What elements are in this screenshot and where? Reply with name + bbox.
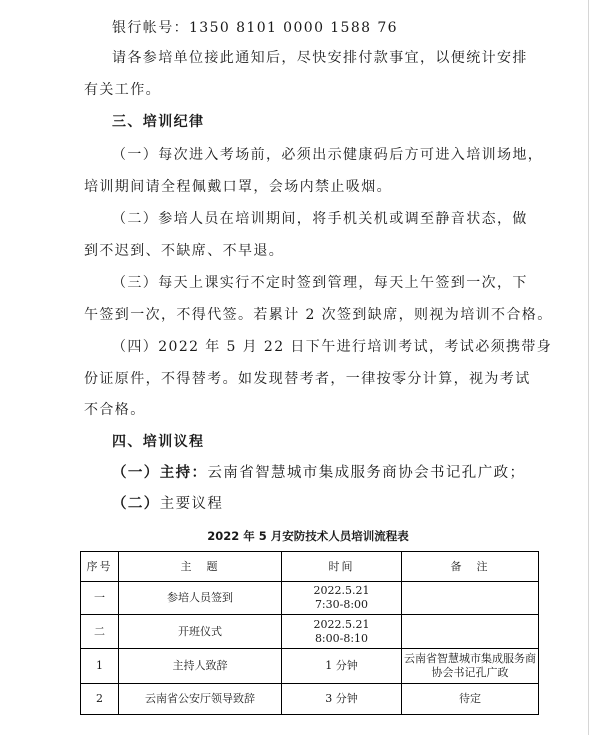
- header-topic: 主 题: [119, 552, 282, 582]
- cell-time-range: 8:00-8:10: [314, 631, 369, 645]
- discipline-item-1: （一）每次进入考场前，必须出示健康码后方可进入培训场地，: [112, 147, 544, 163]
- bank-account-line: 银行帐号：1350 8101 0000 1588 76: [112, 20, 398, 36]
- cell-time: 1 分钟: [282, 649, 402, 684]
- cell-topic: 开班仪式: [119, 615, 282, 649]
- discipline-item-4: （四）2022 年 5 月 22 日下午进行培训考试，考试必须携带身: [112, 339, 553, 355]
- cell-time-date: 2022.5.21: [313, 617, 370, 631]
- cell-time: [282, 615, 402, 649]
- discipline-item-3: （三）每天上课实行不定时签到管理，每天上午签到一次，下: [112, 275, 528, 291]
- cell-time-date: 2022.5.21: [313, 584, 370, 597]
- agenda-label: （二）: [112, 495, 160, 512]
- discipline-item-4-end: 不合格。: [84, 402, 146, 418]
- host-text: 云南省智慧城市集成服务商协会书记孔广政；: [207, 465, 526, 481]
- section-heading-agenda: 四、培训议程: [112, 434, 205, 450]
- table-row: [81, 582, 539, 615]
- agenda-line: [112, 494, 223, 514]
- cell-note: [402, 615, 539, 649]
- cell-time: 3 分钟: [282, 684, 402, 715]
- cell-topic: 主持人致辞: [119, 649, 282, 684]
- payment-notice-line-cont: 有关工作。: [84, 82, 161, 98]
- cell-no: 1: [81, 649, 119, 684]
- discipline-item-1-cont: 培训期间请全程佩戴口罩，会场内禁止吸烟。: [84, 179, 392, 195]
- cell-topic: 云南省公安厅领导致辞: [119, 684, 282, 715]
- discipline-item-4-cont: 份证原件，不得替考。如发现替考者，一律按零分计算，视为考试: [84, 371, 531, 387]
- discipline-item-3-cont: 午签到一次，不得代签。若累计 2 次签到缺席，则视为培训不合格。: [84, 307, 553, 323]
- cell-time-range: 7:30-8:00: [314, 598, 369, 611]
- table-row: [81, 684, 539, 715]
- section-heading-discipline: 三、培训纪律: [112, 114, 205, 130]
- host-line: [112, 463, 525, 483]
- header-note: 备 注: [402, 552, 539, 582]
- table-row: [81, 615, 539, 649]
- header-time: 时间: [282, 552, 402, 582]
- discipline-item-2: （二）参培人员在培训期间，将手机关机或调至静音状态，做: [112, 211, 528, 227]
- cell-note: 云南省智慧城市集成服务商协会书记孔广政: [402, 649, 539, 684]
- host-label: （一）主持：: [112, 464, 208, 481]
- cell-topic: 参培人员签到: [119, 582, 282, 615]
- table-title: 2022 年 5 月安防技术人员培训流程表: [207, 529, 409, 543]
- table-row: [81, 649, 539, 684]
- table-header-row: [81, 552, 539, 582]
- cell-no: 2: [81, 684, 119, 715]
- cell-note: [402, 582, 539, 615]
- schedule-table: [80, 551, 539, 715]
- cell-note: 待定: [402, 684, 539, 715]
- header-no: 序号: [81, 552, 119, 582]
- discipline-item-2-cont: 到不迟到、不缺席、不早退。: [84, 243, 285, 259]
- agenda-text: 主要议程: [159, 496, 224, 512]
- cell-time: [282, 582, 402, 615]
- cell-no: 二: [81, 615, 119, 649]
- payment-notice-line: 请各参培单位接此通知后，尽快安排付款事宜，以便统计安排: [112, 50, 528, 66]
- cell-no: 一: [81, 582, 119, 615]
